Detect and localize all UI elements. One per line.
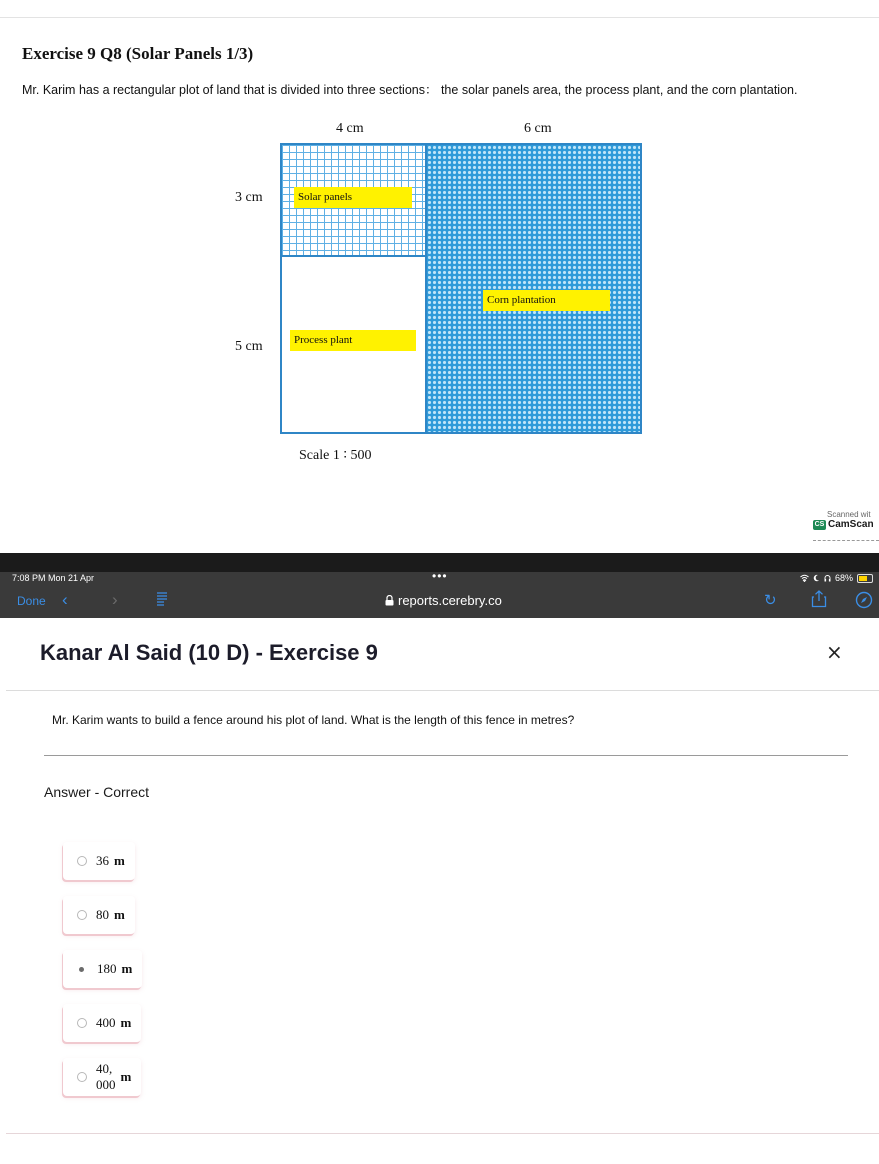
divider <box>0 17 879 18</box>
browser-toolbar <box>0 586 879 618</box>
option-unit: m <box>121 961 133 976</box>
multitasking-dots-icon[interactable]: ••• <box>432 569 448 583</box>
option-value: 80 <box>96 907 109 922</box>
answer-option[interactable] <box>63 1004 141 1042</box>
close-button[interactable]: × <box>826 640 843 664</box>
dimension-width-left: 4 cm <box>336 121 364 136</box>
radio-unselected-icon <box>77 1018 87 1028</box>
dimension-height-top: 3 cm <box>235 190 263 205</box>
radio-unselected-icon <box>77 910 87 920</box>
question-text: Mr. Karim wants to build a fence around his plot of land. What is the length of this fence in metres? <box>52 713 575 727</box>
radio-unselected-icon <box>77 856 87 866</box>
scanned-worksheet <box>0 0 879 553</box>
exercise-title: Exercise 9 Q8 (Solar Panels 1/3) <box>22 44 254 63</box>
page-title: Kanar Al Said (10 D) - Exercise 9 <box>40 640 378 665</box>
camscanner-watermark <box>813 510 879 530</box>
camscanner-logo-icon: CS <box>814 520 825 528</box>
option-unit: m <box>114 907 125 922</box>
option-unit: m <box>114 853 125 868</box>
scale-label: Scale 1 ∶ 500 <box>299 448 372 463</box>
answer-heading: Answer - Correct <box>44 784 150 800</box>
answer-option[interactable] <box>63 842 135 880</box>
divider <box>44 755 848 756</box>
answer-option-selected[interactable] <box>63 950 142 988</box>
battery-percentage: 68% <box>834 573 853 583</box>
lock-icon <box>385 595 394 606</box>
land-plot-diagram <box>280 143 642 434</box>
dimension-height-bottom: 5 cm <box>235 339 263 354</box>
option-value: 180 <box>97 961 117 976</box>
status-bar <box>0 569 879 586</box>
battery-icon <box>857 574 873 583</box>
watermark-line1: Scanned wit <box>827 510 871 519</box>
option-unit: m <box>120 1069 132 1084</box>
address-bar[interactable] <box>385 593 502 608</box>
watermark-dotted-line <box>813 540 879 541</box>
forward-chevron-icon[interactable]: › <box>112 590 118 609</box>
answer-option[interactable] <box>63 896 135 934</box>
status-time: 7:08 PM Mon 21 Apr <box>12 573 95 583</box>
wifi-icon <box>800 574 809 582</box>
back-chevron-icon[interactable]: ‹ <box>62 590 68 609</box>
answer-option[interactable] <box>63 1058 141 1096</box>
radio-selected-icon <box>79 967 84 972</box>
dimension-width-right: 6 cm <box>524 121 552 136</box>
share-icon[interactable] <box>811 590 827 613</box>
option-value: 40, 000 <box>96 1061 116 1092</box>
compass-icon[interactable] <box>855 591 873 614</box>
solar-panels-label: Solar panels <box>294 187 412 208</box>
radio-unselected-icon <box>77 1072 87 1082</box>
option-value: 36 <box>96 853 109 868</box>
process-plant-label: Process plant <box>290 330 416 351</box>
moon-icon <box>813 574 820 582</box>
url-text: reports.cerebry.co <box>398 593 502 608</box>
option-unit: m <box>120 1015 132 1030</box>
divider <box>6 690 879 691</box>
corn-plantation-section <box>425 143 642 434</box>
reader-mode-icon[interactable] <box>156 592 168 613</box>
option-value: 400 <box>96 1015 116 1030</box>
headphones-icon <box>824 574 831 582</box>
reload-icon[interactable]: ↻ <box>764 592 777 609</box>
done-button[interactable]: Done <box>17 594 46 608</box>
divider <box>6 1133 879 1134</box>
watermark-line2: CamScan <box>828 519 874 530</box>
exercise-description: Mr. Karim has a rectangular plot of land that is divided into three sections： the solar panels area, the process plant, and the corn plantation. <box>22 83 798 97</box>
corn-plantation-label: Corn plantation <box>483 290 610 311</box>
